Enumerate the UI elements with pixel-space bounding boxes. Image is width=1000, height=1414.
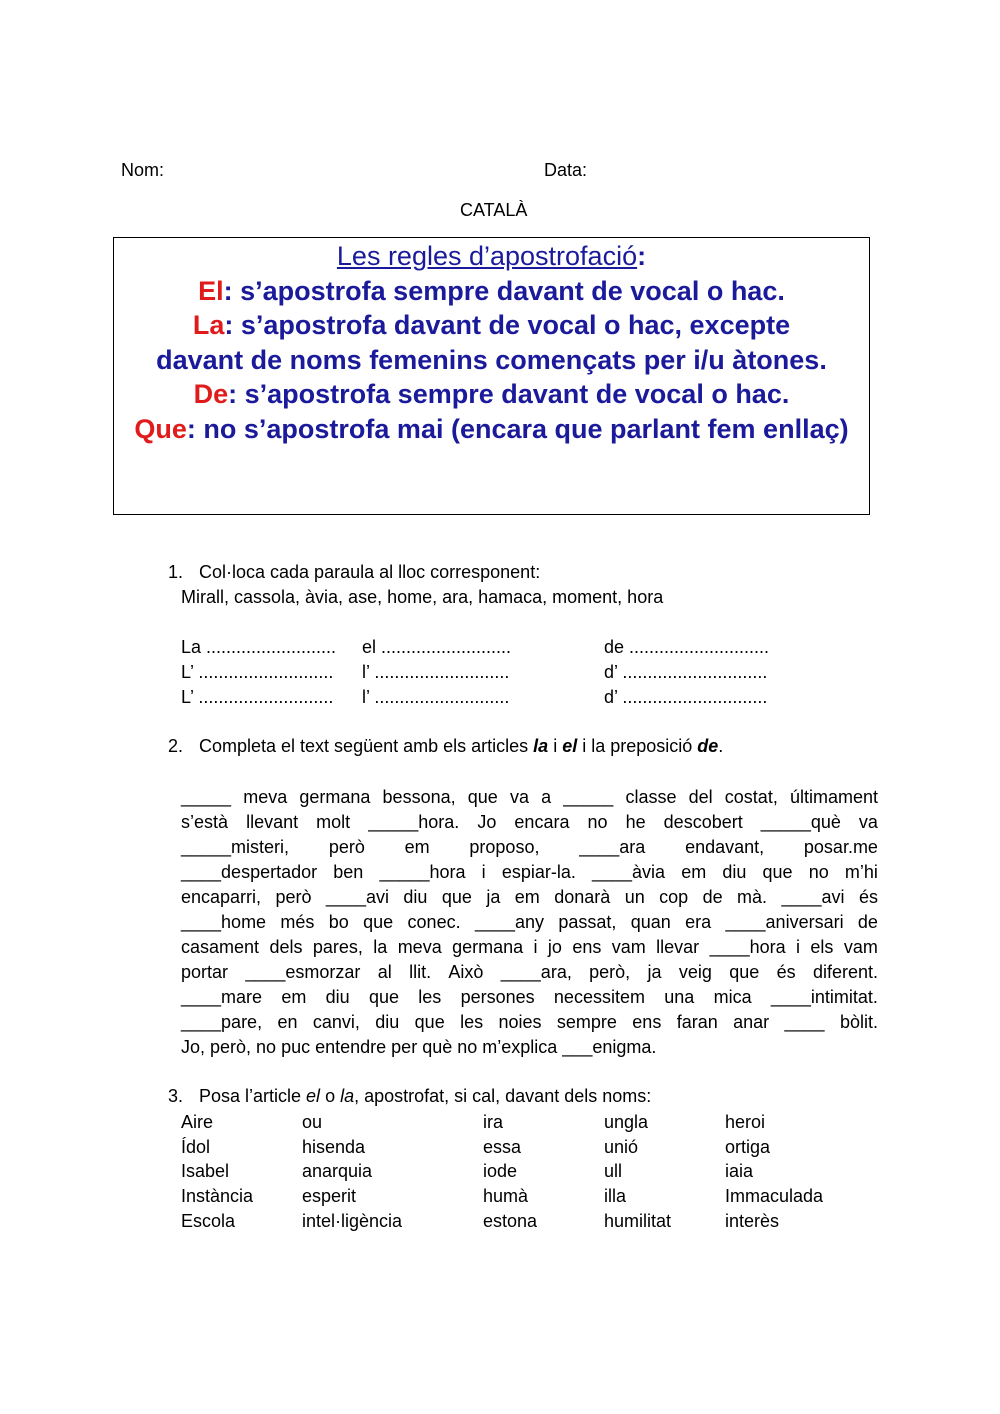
rule-text: : s’apostrofa davant de vocal o hac, excepte davant de noms femenins començats per i/u àtones.: [156, 310, 827, 375]
text-line: _____misteri, però em proposo, ____ara endavant, posar.me: [181, 837, 878, 857]
word: heroi: [725, 1112, 766, 1132]
exercise-number: 1.: [168, 562, 184, 582]
rule-la: [114, 308, 869, 377]
rule-key: El: [198, 275, 224, 306]
exercise3-instruction: [168, 1086, 651, 1107]
rule-text: : no s’apostrofa mai (encara que parlant fem enllaç): [186, 413, 849, 444]
word: iaia: [725, 1161, 754, 1182]
rule-text: : s’apostrofa sempre davant de vocal o hac.: [228, 379, 790, 409]
text-line: ____despertador ben _____hora i espiar-la. ____àvia em diu que no m’hi: [181, 862, 878, 882]
name-label: Nom:: [121, 160, 165, 180]
word: interès: [725, 1210, 780, 1231]
instruction-text: Posa l’article: [199, 1086, 307, 1106]
word: ungla: [604, 1112, 649, 1132]
word: iode: [483, 1161, 518, 1182]
word: illa: [604, 1186, 627, 1207]
rule-de: [114, 377, 869, 412]
text-line: ____home més bo que conec. ____any passat, quan era ____aniversari de: [181, 912, 878, 932]
word: hisenda: [302, 1136, 366, 1157]
word-column-2: [302, 1110, 402, 1234]
article-el: el: [562, 736, 578, 756]
rule-key: La: [192, 310, 225, 340]
word: Escola: [181, 1210, 236, 1231]
word: ira: [483, 1112, 504, 1132]
instruction-text: .: [718, 736, 724, 756]
exercise1-words: Mirall, cassola, àvia, ase, home, ara, hamaca, moment, hora: [181, 587, 664, 607]
rule-el: [114, 274, 869, 309]
exercise-number: 3.: [168, 1086, 184, 1106]
article-la: la: [340, 1086, 355, 1106]
rules-title-colon: :: [637, 241, 647, 271]
rules-box: [113, 237, 870, 515]
word: Aire: [181, 1112, 214, 1132]
blank-de-3[interactable]: d’ .............................: [604, 687, 768, 707]
blank-de-2[interactable]: d’ .............................: [604, 662, 768, 682]
text-line: ____mare em diu que les persones necessitem una mica ____intimitat.: [181, 987, 878, 1007]
text-line: casament dels pares, la meva germana i jo ens vam llevar ____hora i els vam: [181, 937, 878, 957]
word: esperit: [302, 1186, 357, 1207]
blank-el-2[interactable]: l’ ...........................: [362, 662, 510, 682]
word: Isabel: [181, 1161, 230, 1182]
word-column-1: [181, 1110, 253, 1234]
word-column-5: [725, 1110, 823, 1234]
word: Instància: [181, 1186, 254, 1207]
rules-title: [114, 239, 869, 274]
rule-key: De: [193, 379, 229, 409]
instruction-text: Completa el text següent amb els articles: [199, 736, 534, 756]
word-column-3: [483, 1110, 537, 1234]
article-la: la: [533, 736, 549, 756]
blank-la-3[interactable]: L’ ...........................: [181, 687, 334, 707]
word-column-4: [604, 1110, 671, 1234]
blank-la-2[interactable]: L’ ...........................: [181, 662, 334, 682]
preposition-de: de: [697, 736, 719, 756]
word: Ídol: [181, 1136, 211, 1157]
article-el: el: [306, 1086, 321, 1106]
instruction-text: , apostrofat, si cal, davant dels noms:: [354, 1086, 652, 1106]
instruction-text: i: [548, 736, 563, 756]
word: unió: [604, 1136, 639, 1157]
rule-key: Que: [134, 413, 187, 444]
exercise2-text: [181, 785, 878, 1060]
text-line: ____pare, en canvi, diu que les noies sempre ens faran anar ____ bòlit.: [181, 1012, 878, 1032]
text-line: portar ____esmorzar al llit. Això ____ara, però, ja veig que és diferent.: [181, 962, 878, 982]
word: Immaculada: [725, 1186, 824, 1207]
word: ou: [302, 1112, 323, 1132]
rules-title-text: Les regles d’apostrofació: [336, 241, 638, 271]
exercise1-instruction: [168, 562, 540, 583]
text-line: s’està llevant molt _____hora. Jo encara no he descobert _____què va: [181, 812, 878, 832]
word: estona: [483, 1210, 538, 1231]
blank-de-1[interactable]: de ............................: [604, 637, 770, 657]
blank-la-1[interactable]: La ..........................: [181, 637, 337, 657]
exercise-number: 2.: [168, 736, 184, 756]
word: humilitat: [604, 1210, 672, 1231]
blank-el-1[interactable]: el ..........................: [362, 637, 512, 657]
word: essa: [483, 1136, 522, 1157]
blank-el-3[interactable]: l’ ...........................: [362, 687, 510, 707]
text-line: _____ meva germana bessona, que va a _____ classe del costat, últimament: [181, 787, 878, 807]
word: ull: [604, 1161, 623, 1182]
date-label: Data:: [544, 160, 588, 180]
word: anarquia: [302, 1161, 373, 1182]
instruction-text: Col·loca cada paraula al lloc corresponent:: [199, 562, 541, 582]
word: intel·ligència: [302, 1210, 403, 1231]
text-line: encaparri, però ____avi diu que ja em donarà un cop de mà. ____avi és: [181, 887, 878, 907]
instruction-text: i la preposició: [577, 736, 698, 756]
instruction-text: o: [320, 1086, 341, 1106]
exercise2-instruction: [168, 736, 723, 757]
word: ortiga: [725, 1136, 771, 1157]
rule-que: [114, 412, 869, 447]
word: humà: [483, 1186, 529, 1207]
text-line: Jo, però, no puc entendre per què no m’explica ___enigma.: [181, 1037, 657, 1057]
rule-text: : s’apostrofa sempre davant de vocal o hac.: [223, 275, 785, 306]
subject-title: CATALÀ: [460, 200, 528, 220]
